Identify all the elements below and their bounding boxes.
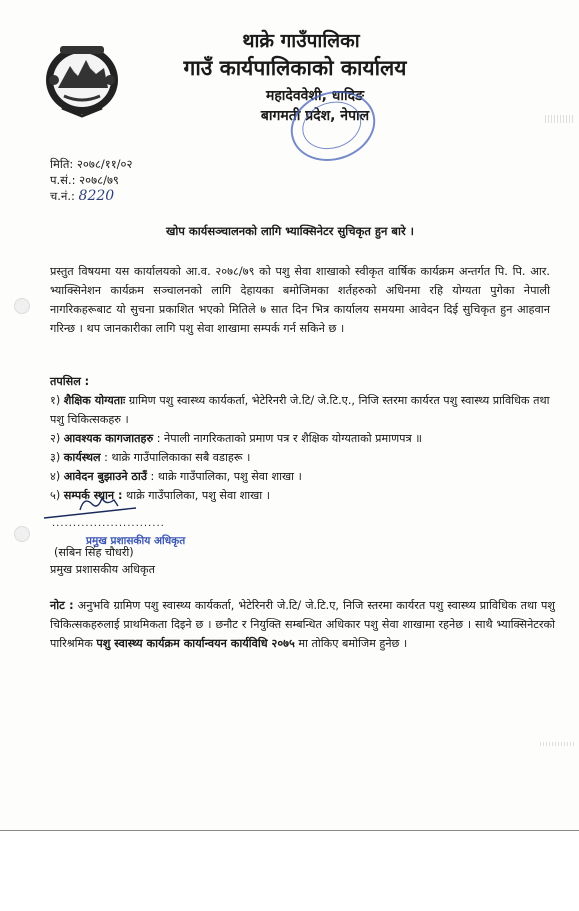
reference-block (50, 156, 133, 204)
office-province: बागमती प्रदेश, नेपाल (260, 108, 370, 124)
punch-hole (14, 526, 30, 542)
punch-hole (14, 298, 30, 314)
conditions-list (50, 372, 555, 505)
note-bold: पशु स्वास्थ्य कार्यक्रम कार्यान्वयन कार्यविधि २०७५ (96, 637, 295, 650)
scan-margin (0, 830, 579, 911)
list-item: ३) कार्यस्थल : थाक्रे गाउँपालिकाका सबै वडाहरू । (50, 451, 251, 464)
date-line: मिति: २०७८/११/०२ (50, 157, 133, 171)
signature-line: ........................... (52, 518, 165, 529)
letterhead (140, 28, 450, 126)
scan-artifact (545, 115, 575, 123)
ps-line: प.सं.: २०७८/७९ (50, 173, 119, 187)
note-block: नोट : अनुभवि ग्रामिण पशु स्वास्थ्य कार्यकर्ता, भेटेरिनरी जे.टि/ जे.टि.ए, निजि स्तरमा कार्यरत पशु स्वास्थ्य प्राविधिक तथा पशु चिकित्सकहरुलाई प्राथमिकता दिइने छ । छनौट र नियुक्ति सम्बन्धित अधिकार पशु सेवा शाखामा रहनेछ । साथै भ्याक्सिनेटरको पारिश्रमिक पशु स्वास्थ्य कार्यक्रम कार्यान्वयन कार्यविधि २०७५ मा तोकिए बमोजिम हुनेछ । (50, 599, 556, 650)
tapsil-heading: तपसिल : (50, 375, 90, 388)
cn-value: 8220 (78, 188, 115, 204)
signatory-name: (सबिन सिंह चौधरी) (54, 546, 134, 559)
ps-value: २०७८/७९ (79, 173, 119, 187)
office-location: महादेववेशी, धादिङ (266, 88, 364, 104)
list-item: ४) आवेदन बुझाउने ठाउँ : थाक्रे गाउँपालिका, पशु सेवा शाखा । (50, 470, 302, 483)
scan-artifact (540, 742, 576, 746)
cn-line: च.नं.: 8220 (50, 188, 115, 204)
list-item: १) शैक्षिक योग्यताः ग्रामिण पशु स्वास्थ्य कार्यकर्ता, भेटेरिनरी जे.टि/ जे.टि.ए., निजि स्तरमा कार्यरत पशु स्वास्थ्य प्राविधिक तथा पशु चिकित्सकहरु । (50, 394, 550, 426)
notice-paragraph: प्रस्तुत विषयमा यस कार्यालयको आ.व. २०७८/७९ को पशु सेवा शाखाको स्वीकृत वार्षिक कार्यक्रम अन्तर्गत पि. पि. आर. भ्याक्सिनेशन कार्यक्रम सञ्चालनको लागि देहायका बमोजिमका शर्तहरुको अधिनमा रहि योग्यता पुगेका नेपाली नागरिकहरूबाट यो सुचना प्रकाशित भएको मितिले ७ सात दिन भित्र कार्यालय समयमा आवेदन दिई सुचिकृत हुन आहवान गरिन्छ । थप जानकारीका लागि पशु सेवा शाखामा सम्पर्क गर्न सकिने छ । (50, 265, 550, 335)
date-value: २०७८/११/०२ (76, 157, 133, 171)
nepal-emblem-icon (40, 40, 124, 118)
signatory-title: प्रमुख प्रशासकीय अधिकृत (50, 563, 156, 576)
note-label: नोट : (50, 599, 74, 612)
notice-body (50, 262, 550, 338)
list-item: ५) सम्पर्क स्थान : थाक्रे गाउँपालिका, पशु सेवा शाखा । (50, 489, 271, 502)
municipality-name: थाक्रे गाउँपालिका (242, 30, 360, 52)
list-item: २) आवश्यक कागजातहरु : नेपाली नागरिकताको प्रमाण पत्र र शैक्षिक योग्यताको प्रमाणपत्र ॥ (50, 432, 422, 445)
signatory-stamp: प्रमुख प्रशासकीय अधिकृत (86, 535, 186, 547)
subject-line: खोप कार्यसञ्चालनको लागि भ्याक्सिनेटर सुचिकृत हुन बारे । (165, 224, 415, 238)
office-name: गाउँ कार्यपालिकाको कार्यालय (183, 56, 407, 80)
